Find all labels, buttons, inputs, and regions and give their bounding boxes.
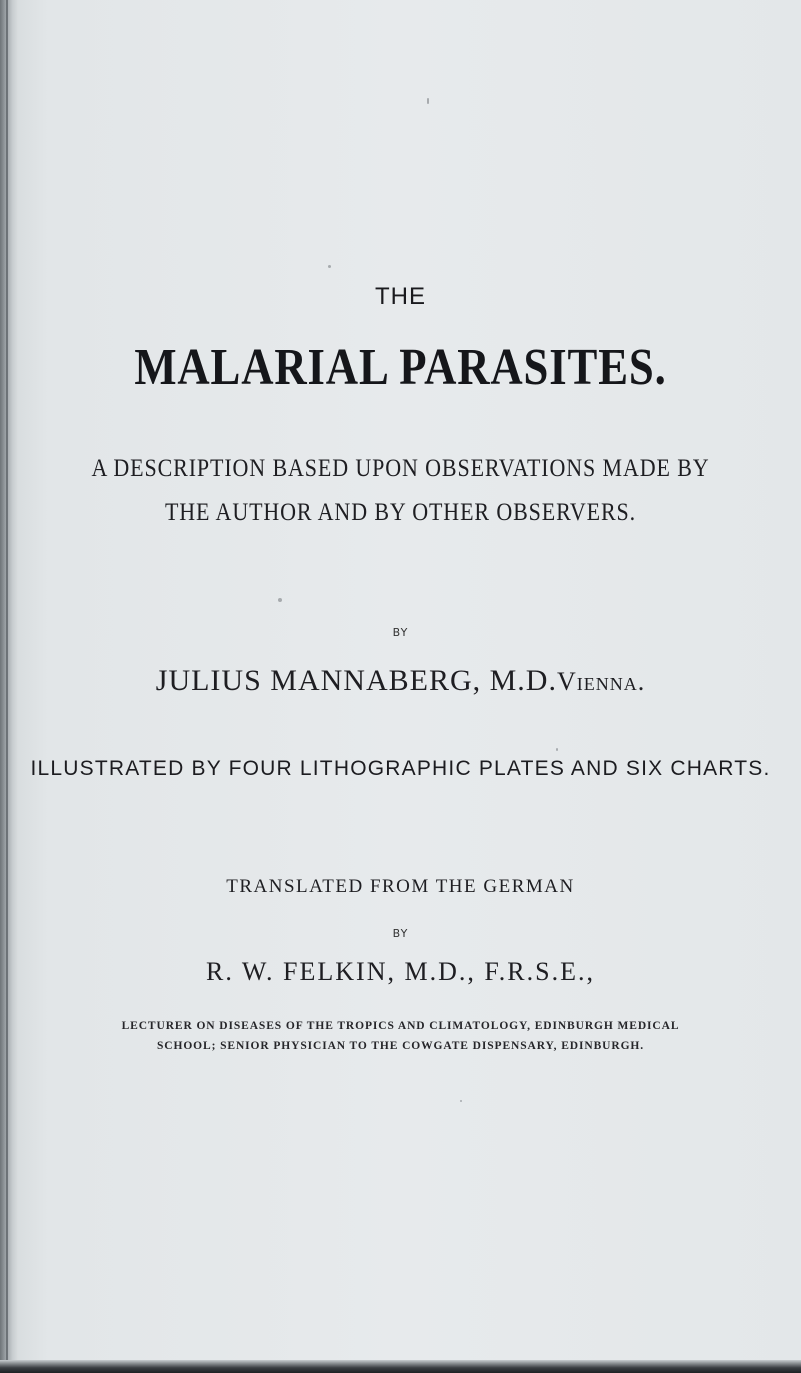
- paper-speck: [427, 98, 429, 104]
- paper-speck: [556, 748, 558, 751]
- subtitle-line-1: A DESCRIPTION BASED UPON OBSERVATIONS MADE BY: [91, 455, 710, 482]
- translator-credentials-line-1: LECTURER ON DISEASES OF THE TROPICS AND CLIMATOLOGY, EDINBURGH MEDICAL: [121, 1020, 680, 1032]
- author-place: Vienna.: [556, 667, 646, 696]
- page-bottom-edge: [0, 1360, 801, 1373]
- paper-speck: [278, 598, 282, 602]
- subtitle-line-2: THE AUTHOR AND BY OTHER OBSERVERS.: [164, 499, 637, 526]
- translation-note: TRANSLATED FROM THE GERMAN: [226, 876, 575, 897]
- paper-speck: [328, 265, 331, 268]
- illustrations-note: ILLUSTRATED BY FOUR LITHOGRAPHIC PLATES AND SIX CHARTS.: [30, 757, 771, 780]
- book-title: MALARIAL PARASITES.: [134, 339, 667, 396]
- translator-name: R. W. FELKIN, M.D., F.R.S.E.,: [206, 957, 595, 986]
- paper-speck: [460, 1100, 462, 1102]
- author-name: JULIUS MANNABERG, M.D.: [155, 664, 557, 697]
- title-prefix: THE: [375, 283, 426, 310]
- by-label-author: BY: [392, 626, 409, 639]
- author-line: [0, 664, 801, 698]
- by-label-translator: BY: [392, 927, 409, 940]
- translator-credentials-line-2: SCHOOL; SENIOR PHYSICIAN TO THE COWGATE DISPENSARY, EDINBURGH.: [156, 1040, 645, 1052]
